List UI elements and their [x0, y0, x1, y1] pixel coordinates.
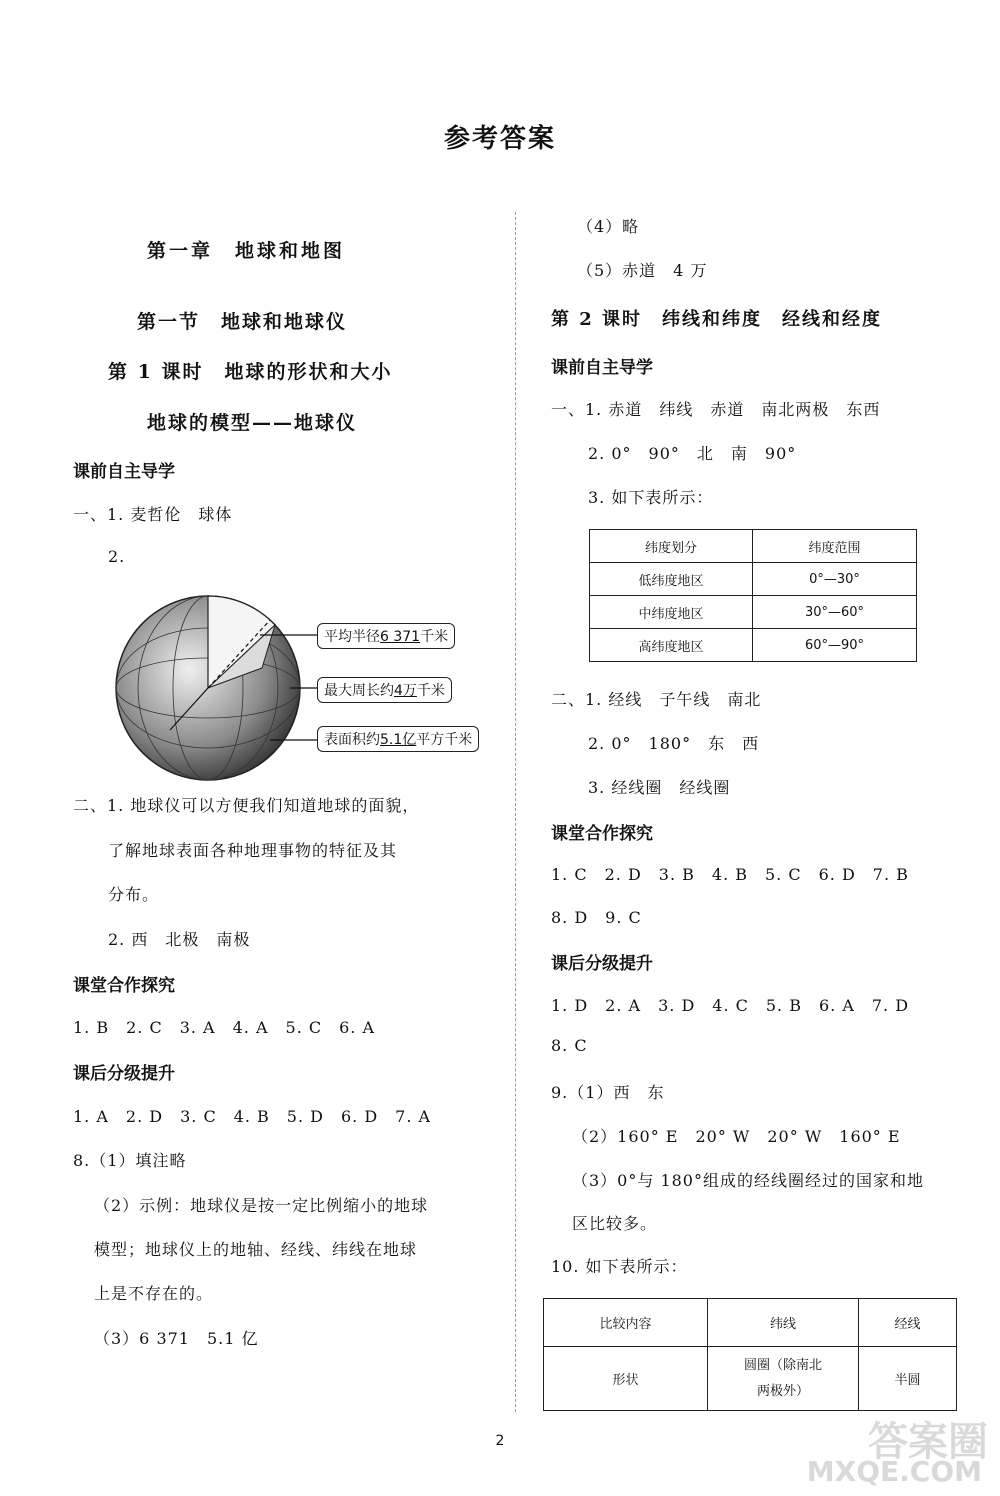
area-unit: 平方千米 [416, 732, 473, 748]
after-class-heading: 课后分级提升 [73, 1064, 175, 1084]
pre-study-heading: 课前自主导学 [73, 462, 175, 482]
answer-line: 9.（1）西 东 [551, 1083, 665, 1102]
table-header: 比较内容 [544, 1299, 708, 1347]
answer-line: 区比较多。 [572, 1214, 658, 1233]
area-callout [317, 726, 479, 752]
answer-line: 上是不存在的。 [94, 1284, 214, 1303]
answer-line: 二、1. 地球仪可以方便我们知道地球的面貌， [73, 796, 420, 815]
cell-line: 两极外） [756, 1383, 809, 1399]
answer-line: 分布。 [108, 885, 160, 904]
lesson2-heading: 第 2 课时 纬线和纬度 经线和经度 [551, 309, 883, 330]
answer-line: （2）示例：地球仪是按一定比例缩小的地球 [94, 1196, 429, 1215]
answer-line: 1. B 2. C 3. A 4. A 5. C 6. A [73, 1018, 376, 1037]
page-title: 参考答案 [443, 124, 556, 154]
circumference-callout [317, 677, 452, 703]
lesson-heading: 第 1 课时 地球的形状和大小 [108, 361, 393, 383]
table-cell: 形状 [544, 1347, 708, 1411]
table-header: 纬度划分 [590, 530, 753, 563]
answer-line: 模型；地球仪上的地轴、经线、纬线在地球 [94, 1240, 418, 1259]
section-heading: 第一节 地球和地球仪 [137, 311, 348, 333]
table-row [590, 629, 917, 662]
answer-line: 了解地球表面各种地理事物的特征及其 [108, 841, 398, 860]
circumference-value: 4万 [394, 683, 417, 699]
answer-line: 1. A 2. D 3. C 4. B 5. D 6. D 7. A [73, 1107, 432, 1126]
answer-line: 2. 0° 180° 东 西 [588, 734, 760, 753]
lesson-subheading: 地球的模型——地球仪 [147, 412, 358, 434]
table-cell [708, 1347, 859, 1411]
table-header: 纬线 [708, 1299, 859, 1347]
answer-line: 3. 经线圈 经线圈 [588, 778, 731, 797]
table-header: 经线 [859, 1299, 957, 1347]
table-cell: 60°—90° [753, 629, 917, 662]
table-cell: 0°—30° [753, 563, 917, 596]
table-row [590, 563, 917, 596]
answer-line: （5）赤道 4 万 [577, 261, 708, 280]
table-header: 纬度范围 [753, 530, 917, 563]
latitude-table [589, 529, 917, 662]
answer-line: 二、1. 经线 子午线 南北 [551, 690, 762, 709]
answer-line: （4）略 [577, 217, 640, 236]
pre-study-heading-2: 课前自主导学 [551, 358, 653, 378]
area-value: 5.1亿 [380, 732, 417, 748]
answer-line: 8.（1）填注略 [73, 1151, 187, 1170]
table-cell: 半圆 [859, 1347, 957, 1411]
class-heading-2: 课堂合作探究 [551, 824, 653, 844]
area-prefix: 表面积约 [324, 732, 380, 748]
comparison-table [543, 1298, 957, 1411]
chapter-heading: 第一章 地球和地图 [147, 240, 346, 262]
watermark-logo: 答案圈 [868, 1419, 988, 1465]
table-cell: 低纬度地区 [590, 563, 753, 596]
radius-prefix: 平均半径 [324, 629, 380, 645]
circumference-prefix: 最大周长约 [324, 683, 394, 699]
answer-line: 8. D 9. C [551, 908, 642, 927]
answer-line: （2）160° E 20° W 20° W 160° E [572, 1127, 901, 1146]
answer-line: 一、1. 赤道 纬线 赤道 南北两极 东西 [551, 400, 881, 419]
class-heading: 课堂合作探究 [73, 976, 175, 996]
watermark-url: MXQE.COM [806, 1455, 982, 1488]
answer-line: （3）0°与 180°组成的经线圈经过的国家和地 [572, 1171, 924, 1190]
after-class-heading-2: 课后分级提升 [551, 954, 653, 974]
column-divider [515, 212, 516, 1412]
answer-line: 1. D 2. A 3. D 4. C 5. B 6. A 7. D [551, 996, 910, 1015]
table-cell: 30°—60° [753, 596, 917, 629]
cell-line: 圆圈（除南北 [743, 1357, 822, 1373]
answer-line: 一、1. 麦哲伦 球体 [73, 505, 233, 524]
radius-value: 6 371 [380, 629, 421, 645]
table-row [590, 596, 917, 629]
answer-line: 3. 如下表所示： [588, 488, 714, 507]
table-cell: 中纬度地区 [590, 596, 753, 629]
answer-line: 2. 西 北极 南极 [108, 930, 251, 949]
answer-line: 2. 0° 90° 北 南 90° [588, 444, 797, 463]
table-cell: 高纬度地区 [590, 629, 753, 662]
answer-line: 2. [108, 547, 126, 566]
answer-line: 10. 如下表所示： [551, 1257, 688, 1276]
answer-line: 8. C [551, 1036, 588, 1055]
answer-line: （3）6 371 5.1 亿 [94, 1329, 259, 1348]
radius-unit: 千米 [420, 629, 449, 645]
circumference-unit: 千米 [416, 683, 445, 699]
radius-callout [317, 623, 455, 649]
page-number: 2 [495, 1433, 505, 1449]
answer-line: 1. C 2. D 3. B 4. B 5. C 6. D 7. B [551, 865, 909, 884]
table-row [544, 1347, 957, 1411]
